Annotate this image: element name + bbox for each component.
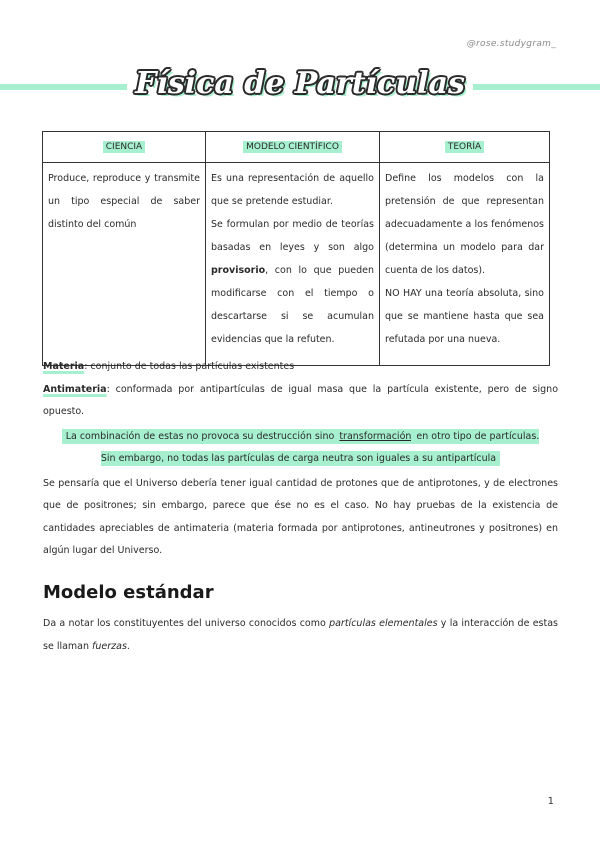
def-antimateria: Antimateria: conformada por antipartículas de igual masa que la partícula existente, pero de signo opuesto. bbox=[43, 383, 558, 417]
cell-teoria: Define los modelos con la pretensión de que representan adecuadamente a los fenómenos (determina un modelo para dar cuenta de los datos). NO HAY una teoría absoluta, sino que se mantiene hasta que sea refutada por una nueva. bbox=[380, 163, 550, 366]
cell-modelo-cientifico: Es una representación de aquello que se pretende estudiar. Se formulan por medio de teorías basadas en leyes y son algo provisorio, con lo que pueden modificarse con el tiempo o descartarse si se acumulan evidencias que la refuten. bbox=[206, 163, 380, 366]
author-watermark: @rose.studygram_ bbox=[466, 39, 556, 49]
section-text: Da a notar los constituyentes del universo conocidos como partículas elementales y la interacción de estas se llaman fuerzas. bbox=[43, 618, 558, 652]
section-heading: Modelo estándar bbox=[43, 582, 214, 603]
highlight-note: La combinación de estas no provoca su destrucción sino transformación en otro tipo de partículas. Sin embargo, no todas las partículas de carga neutra son iguales a su antipartícula bbox=[43, 424, 558, 473]
header-teoria: TEORÍA bbox=[380, 132, 550, 163]
bold-term-provisorio: provisorio bbox=[211, 265, 266, 276]
comparison-table bbox=[42, 131, 550, 366]
table-header-row bbox=[43, 132, 550, 163]
antimatter-paragraph: Se pensaría que el Universo debería tener igual cantidad de protones que de antiprotones, y de electrones que de positrones; sin embargo, parece que ése no es el caso. No hay pruebas de la existencia de cantidades apreciables de antimateria (materia formada por antiprotones, antineutrones y positrones) en algún lugar del Universo. bbox=[43, 477, 558, 556]
definitions bbox=[43, 356, 558, 563]
page-title: Física de Partículas bbox=[127, 66, 473, 101]
header-modelo-cientifico: MODELO CIENTÍFICO bbox=[206, 132, 380, 163]
page-number: 1 bbox=[547, 796, 554, 807]
cell-ciencia: Produce, reproduce y transmite un tipo especial de saber distinto del común bbox=[43, 163, 206, 366]
header-ciencia: CIENCIA bbox=[43, 132, 206, 163]
table-row bbox=[43, 163, 550, 366]
def-materia: Materia: conjunto de todas las partículas existentes bbox=[43, 361, 295, 372]
